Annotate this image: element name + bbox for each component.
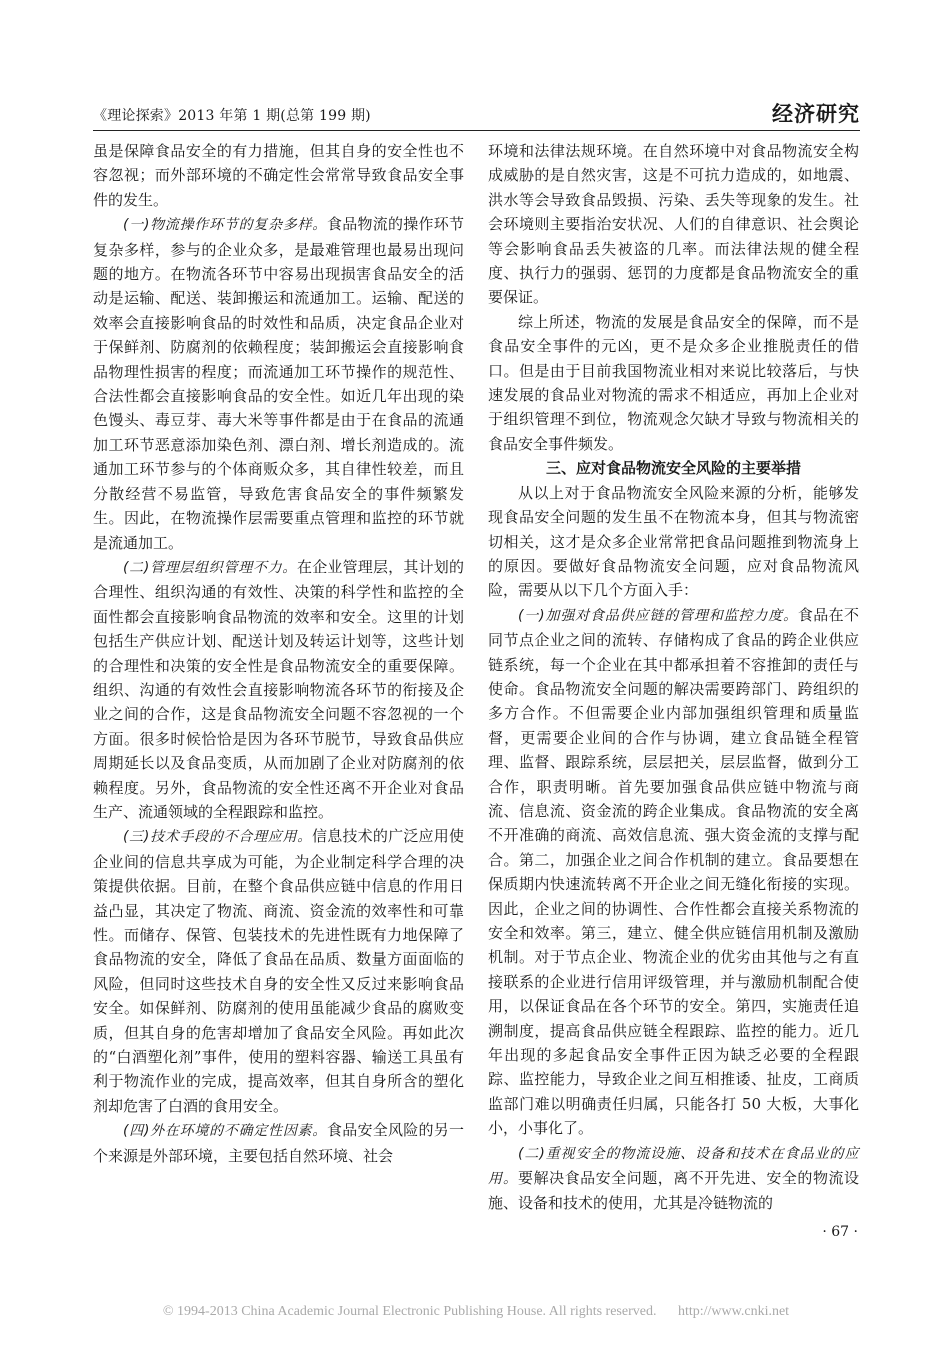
paragraph — [93, 212, 464, 555]
subsection-title: (三)技术手段的不合理应用。 — [123, 829, 312, 846]
section-title: 经济研究 — [772, 102, 860, 126]
paragraph — [488, 481, 859, 603]
paragraph — [93, 555, 464, 824]
page-number: · 67 · — [822, 1224, 858, 1240]
subsection-title: (一)加强对食品供应链的管理和监控力度。 — [518, 607, 798, 624]
paragraph — [488, 139, 859, 310]
header-rule — [93, 130, 860, 131]
journal-citation: 《理论探索》2013 年第 1 期(总第 199 期) — [93, 108, 371, 124]
left-column — [93, 139, 464, 1168]
paragraph — [488, 310, 859, 456]
subsection-title: (四)外在环境的不确定性因素。 — [123, 1123, 328, 1140]
cnki-link[interactable]: http://www.cnki.net — [677, 1304, 790, 1319]
paragraph-text: 从以上对于食品物流安全风险来源的分析，能够发现食品安全问题的发生虽不在物流本身，但其与物流密切相关，这才是众多企业常常把食品问题推到物流身上的原因。要做好食品物流安全问题，应对食品物流风险，需要从以下几个方面入手： — [488, 483, 859, 600]
subsection-title: (二)管理层组织管理不力。 — [123, 559, 297, 576]
paragraph — [488, 603, 859, 1141]
paragraph-text: 信息技术的广泛应用使企业间的信息共享成为可能，为企业制定科学合理的决策提供依据。目前，在整个食品供应链中信息的作用日益凸显，其决定了物流、商流、资金流的效率性和可靠性。而储存、保管、包装技术的先进性既有力地保障了食品物流的安全，降低了食品在品质、数量方面面临的风险，但同时这些技术自身的安全性又反过来影响食品安全。如保鲜剂、防腐剂的使用虽能减少食品的腐败变质，但其自身的危害却增加了食品安全风险。再如此次的“白酒塑化剂”事件，使用的塑料容器、输送工具虽有利于物流作业的完成，提高效率，但其自身所含的塑化剂却危害了白酒的食用安全。 — [93, 827, 464, 1115]
copyright-text: © 1994-2013 China Academic Journal Electronic Publishing House. All rights reserved. — [162, 1304, 657, 1319]
paragraph — [488, 1141, 859, 1216]
paragraph — [93, 1118, 464, 1168]
paragraph-text: 食品物流的操作环节复杂多样，参与的企业众多，是最难管理也最易出现问题的地方。在物流各环节中容易出现损害食品安全的活动是运输、配送、装卸搬运和流通加工。运输、配送的效率会直接影响食品的时效性和品质，决定食品企业对于保鲜剂、防腐剂的依赖程度；装卸搬运会直接影响食品物理性损害的程度；而流通加工环节操作的规范性、合法性都会直接影响食品的安全性。如近几年出现的染色馒头、毒豆芽、毒大米等事件都是由于在食品的流通加工环节恶意添加染色剂、漂白剂、增长剂造成的。流通加工环节参与的个体商贩众多，其自律性较差，而且分散经营不易监管，导致危害食品安全的事件频繁发生。因此，在物流操作层需要重点管理和监控的环节就是流通加工。 — [93, 215, 464, 552]
paragraph-text: 环境和法律法规环境。在自然环境中对食品物流安全构成威胁的是自然灾害，这是不可抗力造成的，如地震、洪水等会导致食品毁损、污染、丢失等现象的发生。社会环境则主要指治安状况、人们的自律意识、社会舆论等会影响食品丢失被盗的几率。而法律法规的健全程度、执行力的强弱、惩罚的力度都是食品物流安全的重要保证。 — [488, 142, 859, 307]
running-header — [93, 100, 860, 128]
paragraph-text: 食品安全风险的另一个来源是外部环境，主要包括自然环境、社会 — [93, 1121, 464, 1165]
section-heading: 三、应对食品物流安全风险的主要举措 — [545, 459, 801, 478]
subsection-title: (一)物流操作环节的复杂多样。 — [123, 217, 328, 234]
paragraph-text: 虽是保障食品安全的有力措施，但其自身的安全性也不容忽视；而外部环境的不确定性会常常导致食品安全事件的发生。 — [93, 142, 464, 209]
copyright-footer — [0, 1304, 952, 1320]
right-column — [488, 139, 859, 1216]
paragraph — [93, 824, 464, 1118]
paragraph-text: 要解决食品安全问题，离不开先进、安全的物流设施、设备和技术的使用，尤其是冷链物流的 — [488, 1169, 859, 1213]
paragraph-text: 在企业管理层，其计划的合理性、组织沟通的有效性、决策的科学性和监控的全面性都会直接影响食品物流的效率和安全。这里的计划包括生产供应计划、配送计划及转运计划等，这些计划的合理性和决策的安全性是食品物流安全的重要保障。组织、沟通的有效性会直接影响物流各环节的衔接及企业之间的合作，这是食品物流安全问题不容忽视的一个方面。很多时候恰恰是因为各环节脱节，导致食品供应周期延长以及食品变质，从而加剧了企业对防腐剂的依赖程度。另外，食品物流的安全性还离不开企业对食品生产、流通领域的全程跟踪和监控。 — [93, 557, 464, 821]
subsection-title: (二)重视安全的物流设施、设备和技术在食品业的应用。 — [488, 1145, 859, 1188]
paragraph-text: 食品在不同节点企业之间的流转、存储构成了食品的跨企业供应链系统，每一个企业在其中都承担着不容推卸的责任与使命。食品物流安全问题的解决需要跨部门、跨组织的多方合作。不但需要企业内部加强组织管理和质量监督，更需要企业间的合作与协调，建立食品链全程管理、监督、跟踪系统，层层把关，层层监督，做到分工合作，职责明晰。首先要加强食品供应链中物流与商流、信息流、资金流的跨企业集成。食品物流的安全离不开准确的商流、高效信息流、强大资金流的支撑与配合。第二，加强企业之间合作机制的建立。食品要想在保质期内快速流转离不开企业之间无缝化衔接的实现。因此，企业之间的协调性、合作性都会直接关系物流的安全和效率。第三，建立、健全供应链信用机制及激励机制。对于节点企业、物流企业的优劣由其他与之有直接联系的企业进行信用评级管理，并与激励机制配合使用，以保证食品在各个环节的安全。第四，实施责任追溯制度，提高食品供应链全程跟踪、监控的能力。近几年出现的多起食品安全事件正因为缺乏必要的全程跟踪、监控能力，导致企业之间互相推诿、扯皮，工商质监部门难以明确责任归属，只能各打 50 大板，大事化小，小事化了。 — [488, 605, 859, 1138]
paragraph-text: 综上所述，物流的发展是食品安全的保障，而不是食品安全事件的元凶，更不是众多企业推脱责任的借口。但是由于目前我国物流业相对来说比较落后，与快速发展的食品业对物流的需求不相适应，再加上企业对于组织管理不到位，物流观念欠缺才导致与物流相关的食品安全事件频发。 — [488, 312, 859, 453]
paragraph — [93, 139, 464, 212]
